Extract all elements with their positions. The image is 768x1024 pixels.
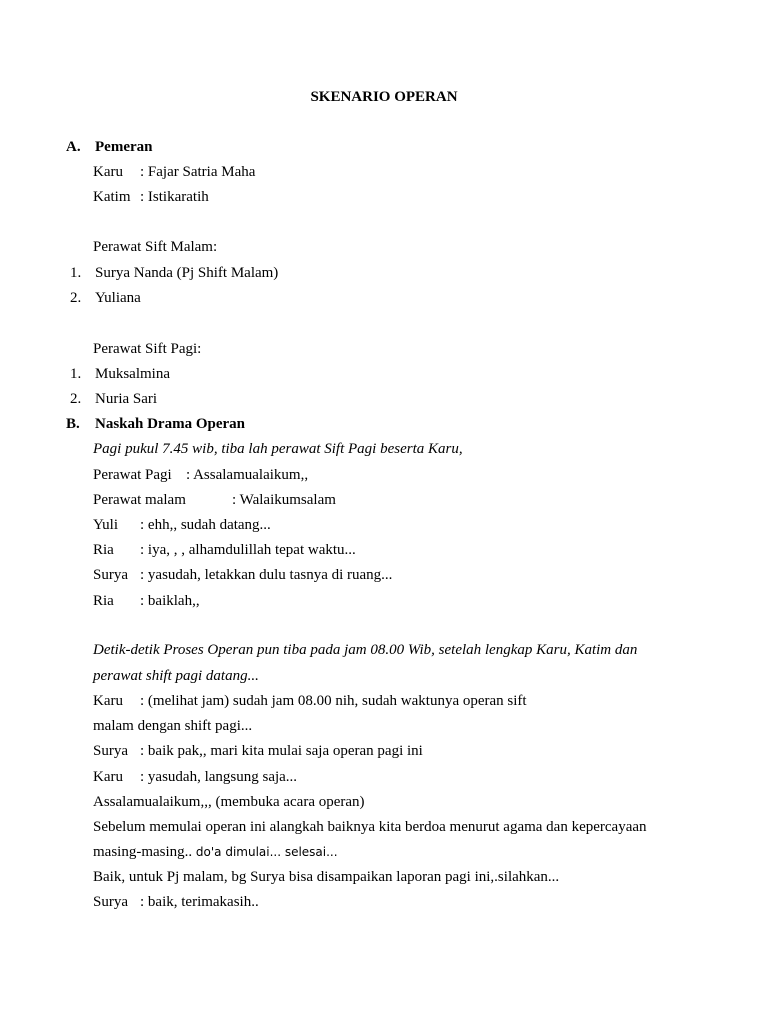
night-item-2: Yuliana — [95, 290, 141, 306]
cast-karu-value: : Fajar Satria Maha — [140, 164, 256, 180]
dialog-line: : Walaikumsalam — [232, 492, 336, 508]
dialog-speaker: Ria — [93, 593, 114, 609]
scene-2-line-2: perawat shift pagi datang... — [93, 668, 259, 684]
section-b-heading: Naskah Drama Operan — [95, 416, 246, 432]
night-item-1-num: 1. — [70, 265, 82, 281]
paragraph: Assalamualaikum,,, (membuka acara operan) — [93, 794, 365, 810]
dialog-speaker: Perawat malam — [93, 492, 186, 508]
cast-katim-value: : Istikaratih — [140, 189, 209, 205]
dialog-line: : yasudah, langsung saja... — [140, 769, 298, 785]
morning-item-2-num: 2. — [70, 391, 82, 407]
dialog-speaker: Surya — [93, 894, 128, 910]
dialog-speaker: Surya — [93, 567, 128, 583]
prayer-ellipsis: ... — [326, 845, 338, 859]
dialog-speaker: Perawat Pagi — [93, 467, 172, 483]
dialog-speaker: Ria — [93, 542, 114, 558]
cast-karu-label: Karu — [93, 164, 123, 180]
paragraph-prayer — [93, 843, 338, 861]
dialog-line: : (melihat jam) sudah jam 08.00 nih, sudah waktunya operan sift — [140, 693, 527, 709]
dialog-line: : yasudah, letakkan dulu tasnya di ruang... — [140, 567, 393, 583]
prayer-lead: masing-masing.. — [93, 844, 193, 860]
dialog-speaker: Surya — [93, 743, 128, 759]
dialog-line: : baik, terimakasih.. — [140, 894, 259, 910]
morning-item-1-num: 1. — [70, 366, 82, 382]
section-a-marker: A. — [66, 139, 81, 155]
scene-2-line-1: Detik-detik Proses Operan pun tiba pada jam 08.00 Wib, setelah lengkap Karu, Katim dan — [93, 642, 638, 658]
section-a-heading: Pemeran — [95, 139, 153, 155]
dialog-speaker: Karu — [93, 693, 123, 709]
cast-katim-label: Katim — [93, 189, 131, 205]
prayer-start: do'a dimulai — [195, 845, 270, 859]
dialog-speaker: Yuli — [93, 517, 119, 533]
dialog-line: : iya, , , alhamdulillah tepat waktu... — [140, 542, 356, 558]
morning-item-1: Muksalmina — [95, 366, 170, 382]
dialog-line: : Assalamualaikum,, — [186, 467, 309, 483]
night-item-1: Surya Nanda (Pj Shift Malam) — [95, 265, 279, 281]
dialog-line: : baik pak,, mari kita mulai saja operan pagi ini — [140, 743, 423, 759]
night-heading: Perawat Sift Malam: — [93, 239, 218, 255]
paragraph: Sebelum memulai operan ini alangkah baiknya kita berdoa menurut agama dan kepercayaan — [93, 819, 647, 835]
prayer-ellipsis: ... — [269, 845, 282, 859]
night-item-2-num: 2. — [70, 290, 82, 306]
paragraph: Baik, untuk Pj malam, bg Surya bisa disampaikan laporan pagi ini,.silahkan... — [93, 869, 560, 885]
dialog-speaker: Karu — [93, 769, 123, 785]
page-title: SKENARIO OPERAN — [310, 89, 458, 105]
morning-heading: Perawat Sift Pagi: — [93, 341, 202, 357]
dialog-line: : baiklah,, — [140, 593, 200, 609]
morning-item-2: Nuria Sari — [95, 391, 158, 407]
section-b-marker: B. — [66, 416, 80, 432]
dialog-continuation: malam dengan shift pagi... — [93, 718, 253, 734]
prayer-end: selesai — [284, 845, 327, 859]
script-intro: Pagi pukul 7.45 wib, tiba lah perawat Sift Pagi beserta Karu, — [93, 441, 463, 457]
dialog-line: : ehh,, sudah datang... — [140, 517, 271, 533]
